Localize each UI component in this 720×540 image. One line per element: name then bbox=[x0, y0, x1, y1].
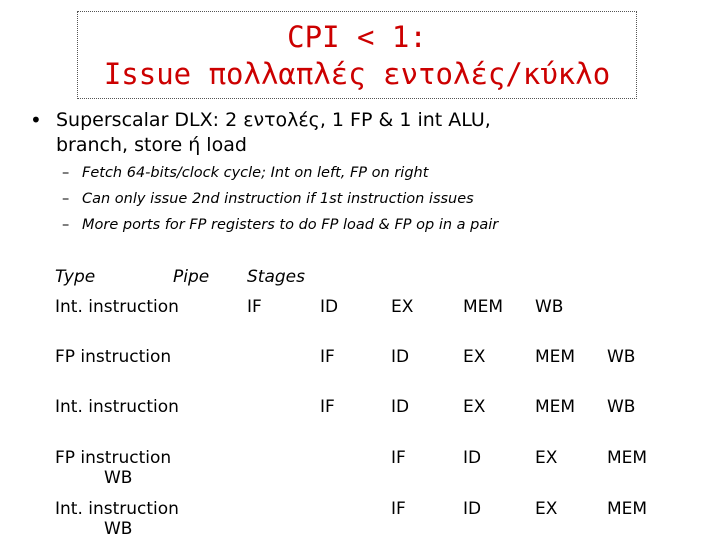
stage-cell: EX bbox=[535, 448, 558, 468]
bullet-marker: • bbox=[30, 108, 42, 132]
stage-cell: IF bbox=[391, 448, 406, 468]
table-row-label: Int. instruction bbox=[55, 499, 179, 519]
stage-cell: WB bbox=[607, 397, 636, 417]
stage-cell: ID bbox=[463, 499, 482, 519]
stage-cell: EX bbox=[391, 297, 414, 317]
subpoint-dash: – bbox=[62, 217, 70, 233]
stage-cell: MEM bbox=[535, 347, 576, 367]
subpoint-text: Can only issue 2nd instruction if 1st instruction issues bbox=[82, 191, 474, 207]
stage-cell: ID bbox=[463, 448, 482, 468]
stage-cell: EX bbox=[463, 347, 486, 367]
stage-cell: EX bbox=[535, 499, 558, 519]
subpoint-text: More ports for FP registers to do FP load & FP op in a pair bbox=[82, 217, 499, 233]
subpoint bbox=[62, 163, 428, 183]
table-row-label: FP instruction bbox=[55, 347, 172, 367]
table-row-label: Int. instruction bbox=[55, 297, 179, 317]
subpoint bbox=[62, 215, 498, 235]
stage-cell: IF bbox=[391, 499, 406, 519]
stage-cell: IF bbox=[320, 397, 335, 417]
stage-cell: MEM bbox=[607, 499, 648, 519]
stage-cell: MEM bbox=[607, 448, 648, 468]
stage-cell: MEM bbox=[463, 297, 504, 317]
stage-cell: IF bbox=[320, 347, 335, 367]
subpoint-dash: – bbox=[62, 191, 70, 207]
title-line-2: Issue πολλαπλές εντολές/κύκλο bbox=[103, 57, 611, 91]
stage-cell: IF bbox=[247, 297, 262, 317]
stage-cell: MEM bbox=[535, 397, 576, 417]
table-row-label: Int. instruction bbox=[55, 397, 179, 417]
stage-cell: WB bbox=[607, 347, 636, 367]
subpoint-text: Fetch 64-bits/clock cycle; Int on left, FP on right bbox=[82, 165, 429, 181]
stage-cell: ID bbox=[391, 347, 410, 367]
title-line-1: CPI < 1: bbox=[287, 20, 427, 54]
stage-cell: EX bbox=[463, 397, 486, 417]
table-header-type: Type bbox=[55, 267, 96, 287]
bullet-line-1: Superscalar DLX: 2 εντολές, 1 FP & 1 int ALU, bbox=[56, 109, 491, 131]
stage-cell: ID bbox=[320, 297, 339, 317]
table-row-label-wrap: WB bbox=[104, 519, 133, 539]
stage-cell: WB bbox=[535, 297, 564, 317]
stage-cell: ID bbox=[391, 397, 410, 417]
table-row-label-wrap: WB bbox=[104, 468, 133, 488]
table-header-stages: Stages bbox=[247, 267, 305, 287]
subpoint bbox=[62, 189, 474, 209]
table-row-label: FP instruction bbox=[55, 448, 172, 468]
table-header-pipe: Pipe bbox=[173, 267, 210, 287]
bullet-line-2: branch, store ή load bbox=[56, 134, 247, 156]
slide-title bbox=[77, 11, 637, 99]
subpoint-dash: – bbox=[62, 165, 70, 181]
